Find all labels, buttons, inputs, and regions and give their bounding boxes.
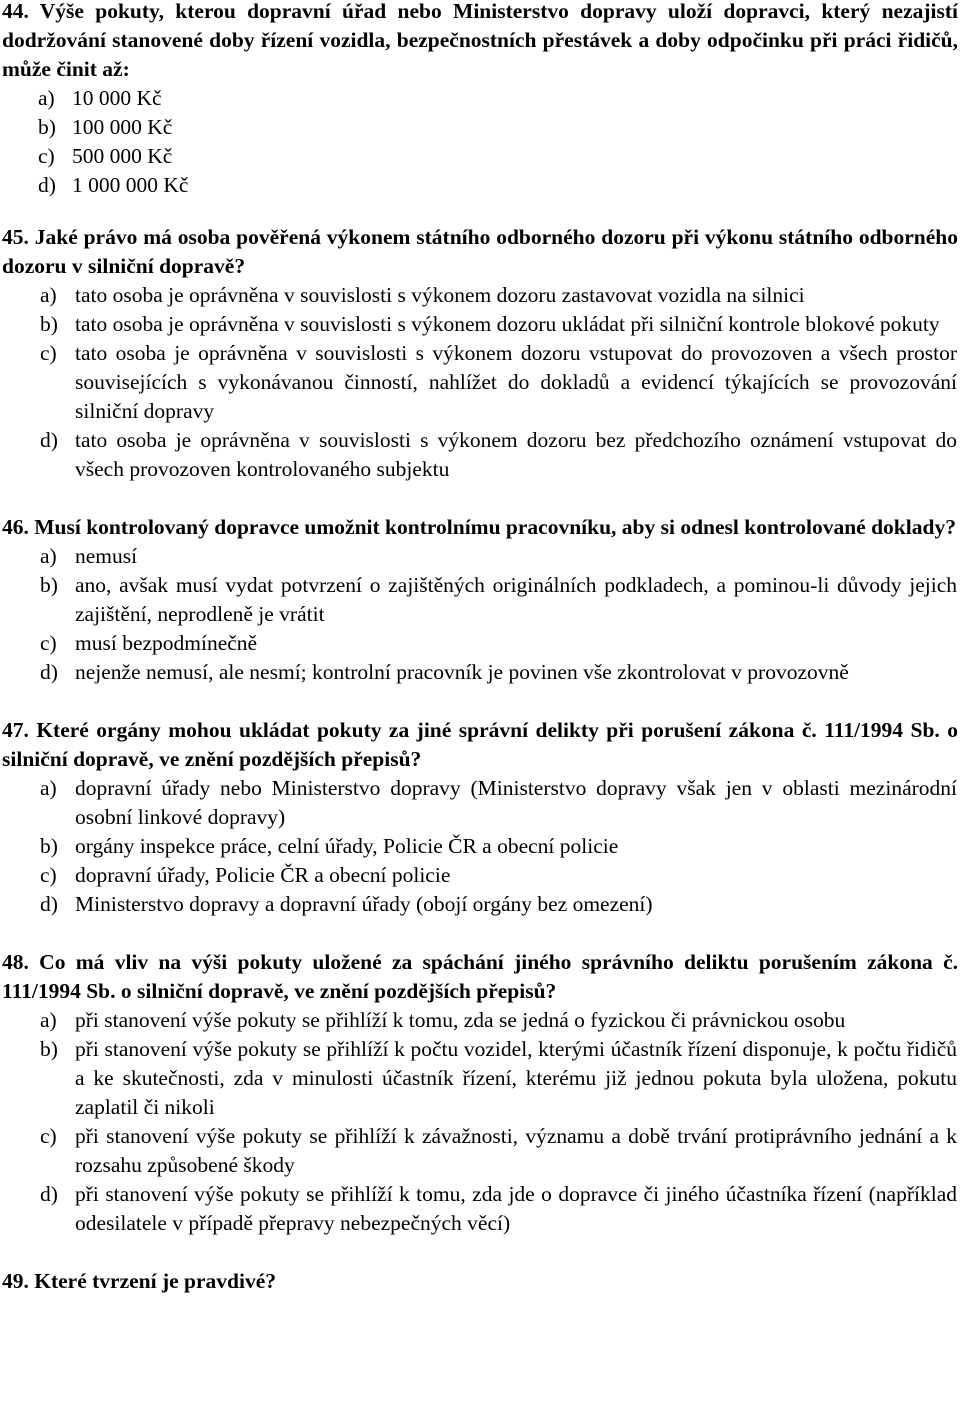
- option-letter: d): [40, 428, 58, 452]
- question-46: [0, 513, 960, 687]
- answer-option-a: [0, 84, 960, 113]
- question-45: [0, 223, 960, 484]
- question-text: 49. Které tvrzení je pravdivé?: [2, 1269, 277, 1293]
- question-47: [0, 716, 960, 919]
- question-48: [0, 948, 960, 1238]
- question-text: 46. Musí kontrolovaný dopravce umožnit kontrolnímu pracovníku, aby si odnesl kontrolované doklady?: [2, 515, 956, 539]
- answer-option-b: [0, 571, 960, 629]
- option-letter: a): [40, 283, 57, 307]
- option-letter: b): [38, 115, 56, 139]
- option-letter: a): [40, 1008, 57, 1032]
- option-text: tato osoba je oprávněna v souvislosti s výkonem dozoru zastavovat vozidla na silnici: [75, 283, 805, 307]
- option-letter: a): [40, 776, 57, 800]
- question-49: [0, 1267, 960, 1296]
- answer-option-b: [0, 1035, 960, 1122]
- option-letter: d): [40, 1182, 58, 1206]
- option-text: při stanovení výše pokuty se přihlíží k tomu, zda se jedná o fyzickou či právnickou osobu: [75, 1008, 846, 1032]
- option-letter: d): [40, 660, 58, 684]
- question-text: 47. Které orgány mohou ukládat pokuty za jiné správní delikty při porušení zákona č. 111/1994 Sb. o silniční dopravě, ve znění pozdějších přepisů?: [2, 718, 958, 771]
- answer-option-d: [0, 171, 960, 200]
- option-text: při stanovení výše pokuty se přihlíží k tomu, zda jde o dopravce či jiného účastníka řízení (například odesilatele v případě přepravy nebezpečných věcí): [75, 1182, 957, 1235]
- option-text: nejenže nemusí, ale nesmí; kontrolní pracovník je povinen vše zkontrolovat v provozovně: [75, 660, 849, 684]
- answer-option-c: [0, 861, 960, 890]
- option-letter: c): [40, 863, 57, 887]
- answer-option-a: [0, 281, 960, 310]
- option-letter: d): [40, 892, 58, 916]
- option-text: dopravní úřady, Policie ČR a obecní policie: [75, 863, 451, 887]
- option-text: Ministerstvo dopravy a dopravní úřady (obojí orgány bez omezení): [75, 892, 653, 916]
- option-text: 500 000 Kč: [72, 144, 173, 168]
- option-letter: a): [40, 544, 57, 568]
- option-text: 1 000 000 Kč: [72, 173, 189, 197]
- option-letter: b): [40, 573, 58, 597]
- option-letter: c): [38, 144, 55, 168]
- option-letter: b): [40, 312, 58, 336]
- answer-option-b: [0, 113, 960, 142]
- answer-option-a: [0, 1006, 960, 1035]
- answer-option-b: [0, 832, 960, 861]
- question-44: [0, 0, 960, 200]
- option-text: tato osoba je oprávněna v souvislosti s výkonem dozoru ukládat při silniční kontrole blokové pokuty: [75, 312, 940, 336]
- answer-option-c: [0, 142, 960, 171]
- option-text: při stanovení výše pokuty se přihlíží k počtu vozidel, kterými účastník řízení disponuje, k počtu řidičů a ke skutečnosti, zda v minulosti účastník řízení, kterému již jednou pokuta byla uložena, pokutu zaplatil či nikoli: [75, 1037, 957, 1119]
- answer-option-c: [0, 1122, 960, 1180]
- option-text: ano, avšak musí vydat potvrzení o zajištěných originálních podkladech, a pominou-li důvody jejich zajištění, neprodleně je vrátit: [75, 573, 957, 626]
- question-text: 48. Co má vliv na výši pokuty uložené za spáchání jiného správního deliktu porušením zákona č. 111/1994 Sb. o silniční dopravě, ve znění pozdějších přepisů?: [2, 950, 958, 1003]
- option-text: 10 000 Kč: [72, 86, 162, 110]
- option-letter: c): [40, 631, 57, 655]
- option-letter: d): [38, 173, 56, 197]
- option-letter: c): [40, 1124, 57, 1148]
- answer-option-d: [0, 658, 960, 687]
- option-text: dopravní úřady nebo Ministerstvo dopravy (Ministerstvo dopravy však jen v oblasti mezinárodní osobní linkové dopravy): [75, 776, 957, 829]
- option-letter: a): [38, 86, 55, 110]
- answer-option-b: [0, 310, 960, 339]
- question-text: 45. Jaké právo má osoba pověřená výkonem státního odborného dozoru při výkonu státního odborného dozoru v silniční dopravě?: [2, 225, 958, 278]
- option-letter: b): [40, 834, 58, 858]
- question-text: 44. Výše pokuty, kterou dopravní úřad nebo Ministerstvo dopravy uloží dopravci, který nezajistí dodržování stanovené doby řízení vozidla, bezpečnostních přestávek a doby odpočinku při práci řidičů, může činit až:: [2, 0, 958, 81]
- option-letter: b): [40, 1037, 58, 1061]
- option-text: tato osoba je oprávněna v souvislosti s výkonem dozoru bez předchozího oznámení vstupovat do všech provozoven kontrolovaného subjektu: [75, 428, 957, 481]
- answer-option-a: [0, 774, 960, 832]
- option-text: 100 000 Kč: [72, 115, 173, 139]
- answer-option-a: [0, 542, 960, 571]
- answer-option-d: [0, 1180, 960, 1238]
- answer-option-d: [0, 890, 960, 919]
- option-text: musí bezpodmínečně: [75, 631, 258, 655]
- answer-option-d: [0, 426, 960, 484]
- option-letter: c): [40, 341, 57, 365]
- option-text: orgány inspekce práce, celní úřady, Policie ČR a obecní policie: [75, 834, 619, 858]
- answer-option-c: [0, 629, 960, 658]
- answer-option-c: [0, 339, 960, 426]
- option-text: tato osoba je oprávněna v souvislosti s výkonem dozoru vstupovat do provozoven a všech prostor souvisejících s vykonávanou činností, nahlížet do dokladů a evidencí týkajících se provozování silniční dopravy: [75, 341, 957, 423]
- option-text: při stanovení výše pokuty se přihlíží k závažnosti, významu a době trvání protiprávního jednání a k rozsahu způsobené škody: [75, 1124, 957, 1177]
- option-text: nemusí: [75, 544, 138, 568]
